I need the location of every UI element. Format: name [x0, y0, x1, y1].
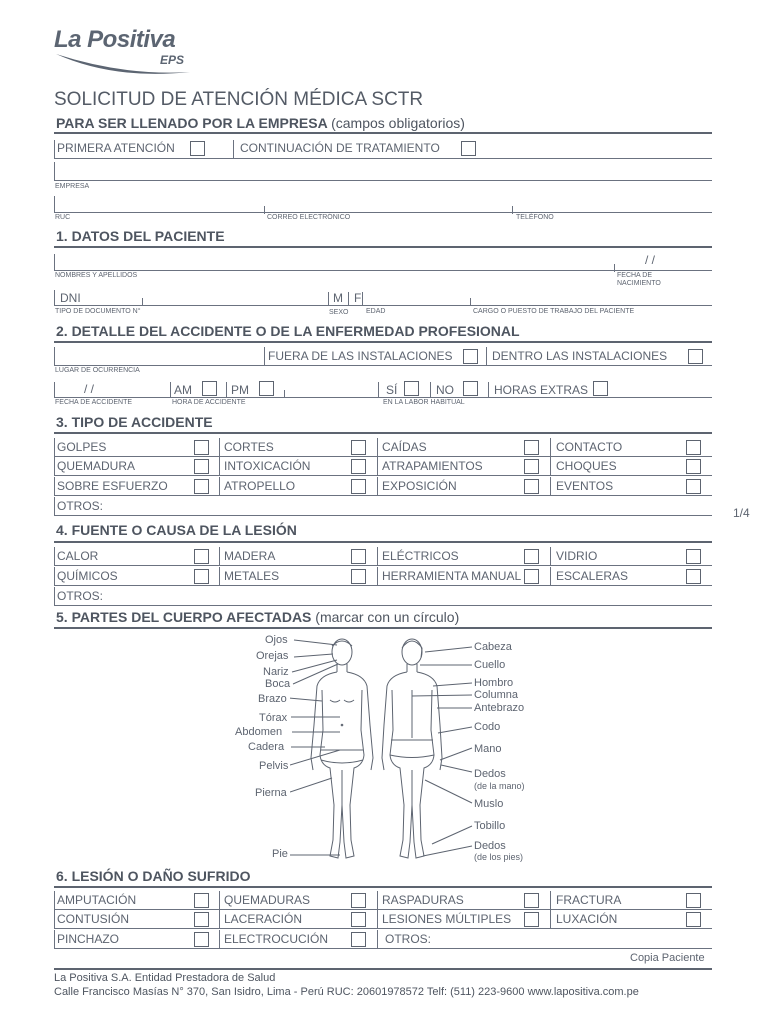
body-label-columna[interactable]: Columna	[474, 689, 519, 701]
option-exposicion: EXPOSICIÓN	[382, 479, 457, 493]
divider	[377, 547, 378, 565]
body-label-dedos-mano[interactable]: Dedos	[474, 768, 506, 780]
section-1-heading: 1. DATOS DEL PACIENTE	[56, 228, 225, 244]
sexo-m[interactable]: M	[333, 291, 343, 305]
option-herramienta-manual: HERRAMIENTA MANUAL	[382, 569, 522, 583]
vidrio-checkbox[interactable]	[686, 549, 701, 564]
option-sobre-esfuerzo: SOBRE ESFUERZO	[57, 479, 168, 493]
correo-label: CORREO ELECTRÓNICO	[267, 214, 351, 221]
laceracion-checkbox[interactable]	[351, 912, 366, 927]
section-3-heading: 3. TIPO DE ACCIDENTE	[56, 414, 213, 430]
field-line	[54, 456, 712, 457]
tipo-otros-field[interactable]	[100, 497, 712, 515]
lesion-otros-field[interactable]	[435, 930, 712, 948]
option-pinchazo: PINCHAZO	[57, 932, 120, 946]
sobre-esfuerzo-checkbox[interactable]	[194, 479, 209, 494]
body-label-hombro[interactable]: Hombro	[474, 677, 514, 689]
body-label-pie[interactable]: Pie	[272, 848, 288, 860]
divider	[430, 382, 431, 397]
option-metales: METALES	[224, 569, 280, 583]
metales-checkbox[interactable]	[351, 569, 366, 584]
option-vidrio: VIDRIO	[556, 549, 598, 563]
section-empresa-heading: PARA SER LLENADO POR LA EMPRESA (campos obligatorios)	[56, 115, 465, 131]
quemaduras-checkbox[interactable]	[351, 893, 366, 908]
body-label-boca[interactable]: Boca	[265, 678, 291, 690]
divider	[512, 206, 513, 214]
field-line	[54, 180, 712, 181]
option-caidas: CAÍDAS	[382, 440, 427, 454]
divider	[54, 162, 55, 180]
option-quimicos: QUÍMICOS	[57, 569, 118, 583]
section-rule	[54, 432, 712, 434]
continuacion-label: CONTINUACIÓN DE TRATAMIENTO	[240, 141, 440, 155]
divider	[54, 196, 55, 212]
pm-checkbox[interactable]	[259, 381, 274, 396]
divider	[219, 547, 220, 565]
continuacion-checkbox[interactable]	[461, 141, 476, 156]
body-label-antebrazo[interactable]: Antebrazo	[474, 702, 525, 714]
divider	[54, 290, 55, 305]
body-label-nariz[interactable]: Nariz	[263, 666, 289, 678]
divider	[362, 292, 363, 305]
divider	[550, 477, 551, 495]
body-label-tobillo[interactable]: Tobillo	[474, 820, 506, 832]
ruc-correo-telefono-field[interactable]	[54, 194, 712, 212]
divider	[54, 347, 55, 365]
copia-paciente-label: Copia Paciente	[630, 952, 705, 964]
option-atropello: ATROPELLO	[224, 479, 296, 493]
option-golpes: GOLPES	[57, 440, 107, 454]
divider	[550, 438, 551, 456]
footer-company: La Positiva S.A. Entidad Prestadora de Salud	[54, 972, 276, 984]
divider	[377, 910, 378, 928]
section-rule	[54, 886, 712, 888]
lugar-ocurrencia-label: LUGAR DE OCURRENCIA	[55, 367, 140, 374]
divider	[377, 477, 378, 495]
divider	[377, 457, 378, 475]
divider	[54, 567, 55, 585]
body-label-muslo[interactable]: Muslo	[474, 798, 504, 810]
divider	[264, 206, 265, 214]
divider	[284, 390, 285, 397]
fuera-instalaciones-label: FUERA DE LAS INSTALACIONES	[268, 349, 453, 363]
electrocucion-checkbox[interactable]	[351, 932, 366, 947]
divider	[550, 891, 551, 909]
body-label-brazo[interactable]: Brazo	[258, 693, 287, 705]
divider	[378, 382, 379, 397]
body-label-pierna[interactable]: Pierna	[255, 787, 287, 799]
divider	[614, 264, 615, 272]
divider	[54, 382, 55, 397]
option-quemadura: QUEMADURA	[57, 459, 136, 473]
dni-value[interactable]: DNI	[60, 291, 81, 305]
field-line	[54, 948, 712, 949]
option-lesiones-multiples: LESIONES MÚLTIPLES	[382, 912, 512, 926]
tipo-documento-label: TIPO DE DOCUMENTO N°	[55, 308, 141, 315]
section-rule	[54, 132, 712, 134]
madera-checkbox[interactable]	[351, 549, 366, 564]
dentro-instalaciones-label: DENTRO LAS INSTALACIONES	[492, 349, 668, 363]
labor-habitual-label: EN LA LABOR HABITUAL	[383, 399, 465, 406]
divider	[54, 457, 55, 475]
divider	[219, 567, 220, 585]
back-body-figure	[382, 639, 442, 858]
section-rule	[54, 541, 712, 543]
body-label-torax[interactable]: Tórax	[259, 712, 288, 724]
body-label-cuello[interactable]: Cuello	[474, 659, 506, 671]
option-cortes: CORTES	[224, 440, 274, 454]
sexo-label: SEXO	[329, 309, 349, 316]
option-raspaduras: RASPADURAS	[382, 893, 464, 907]
option-madera: MADERA	[224, 549, 276, 563]
option-escaleras: ESCALERAS	[556, 569, 629, 583]
body-label-codo[interactable]: Codo	[474, 721, 501, 733]
fuente-otros-label: OTROS:	[57, 589, 104, 603]
fecha-nacimiento-separators[interactable]: / /	[645, 253, 656, 267]
divider	[219, 438, 220, 456]
field-line	[54, 495, 712, 496]
no-checkbox[interactable]	[463, 381, 478, 396]
eventos-checkbox[interactable]	[686, 479, 701, 494]
am-label: AM	[174, 383, 192, 397]
contusion-checkbox[interactable]	[194, 912, 209, 927]
divider	[170, 382, 171, 397]
fractura-checkbox[interactable]	[686, 893, 701, 908]
divider	[219, 930, 220, 948]
divider	[54, 587, 55, 605]
no-label: NO	[436, 383, 454, 397]
divider	[486, 347, 487, 365]
divider	[348, 292, 349, 305]
fuera-instalaciones-checkbox[interactable]	[463, 349, 478, 364]
golpes-checkbox[interactable]	[194, 440, 209, 455]
divider	[54, 438, 55, 456]
calor-checkbox[interactable]	[194, 549, 209, 564]
primera-atencion-checkbox[interactable]	[190, 141, 205, 156]
section-6-heading: 6. LESIÓN O DAÑO SUFRIDO	[56, 868, 251, 884]
body-label-abdomen[interactable]: Abdomen	[235, 726, 283, 738]
option-eventos: EVENTOS	[556, 479, 614, 493]
cargo-label: CARGO O PUESTO DE TRABAJO DEL PACIENTE	[473, 308, 635, 315]
section-2-heading: 2. DETALLE DEL ACCIDENTE O DE LA ENFERMEDAD PROFESIONAL	[56, 323, 520, 339]
field-line	[54, 158, 712, 159]
empresa-field[interactable]	[54, 162, 712, 180]
nombres-label: NOMBRES Y APELLIDOS	[55, 272, 138, 279]
page-title: SOLICITUD DE ATENCIÓN MÉDICA SCTR	[54, 89, 424, 110]
fecha-nacimiento-label: FECHA DE NACIMIENTO	[617, 272, 661, 287]
footer-address: Calle Francisco Masías N° 370, San Isidro, Lima - Perú RUC: 20601978572 Telf: (511) 223-9600 www.lapositiva.com.pe	[54, 986, 639, 998]
option-calor: CALOR	[57, 549, 99, 563]
divider	[219, 891, 220, 909]
edad-label: EDAD	[366, 308, 386, 315]
section-rule	[54, 627, 712, 629]
divider	[54, 497, 55, 515]
fecha-accidente-separators[interactable]: / /	[84, 382, 95, 396]
field-line	[54, 475, 712, 476]
divider	[377, 438, 378, 456]
divider	[219, 477, 220, 495]
body-label-orejas[interactable]: Orejas	[256, 650, 289, 662]
horas-extras-label: HORAS EXTRAS	[494, 383, 589, 397]
option-intoxicacion: INTOXICACIÓN	[224, 459, 311, 473]
si-label: SÍ	[386, 383, 398, 397]
horas-extras-checkbox[interactable]	[593, 381, 608, 396]
tipo-otros-label: OTROS:	[57, 499, 104, 513]
dentro-instalaciones-checkbox[interactable]	[688, 349, 703, 364]
logo-subtext: EPS	[160, 53, 185, 67]
electricos-checkbox[interactable]	[524, 549, 539, 564]
lesion-otros-label: OTROS:	[385, 932, 432, 946]
option-amputacion: AMPUTACIÓN	[57, 893, 137, 907]
sexo-f[interactable]: F	[354, 291, 362, 305]
option-laceracion: LACERACIÓN	[224, 912, 303, 926]
body-label-dedos-mano-sub: (de la mano)	[474, 781, 525, 791]
divider	[219, 457, 220, 475]
nombres-field[interactable]	[54, 252, 614, 270]
divider	[226, 382, 227, 397]
contacto-checkbox[interactable]	[686, 440, 701, 455]
si-checkbox[interactable]	[404, 381, 419, 396]
option-choques: CHOQUES	[556, 459, 617, 473]
divider	[377, 891, 378, 909]
divider	[54, 930, 55, 948]
divider	[219, 910, 220, 928]
divider	[550, 567, 551, 585]
body-label-ojos[interactable]: Ojos	[265, 634, 288, 646]
raspaduras-checkbox[interactable]	[524, 893, 539, 908]
quimicos-checkbox[interactable]	[194, 569, 209, 584]
atropello-checkbox[interactable]	[351, 479, 366, 494]
intoxicacion-checkbox[interactable]	[351, 459, 366, 474]
body-label-dedos-pies-sub: (de los pies)	[474, 852, 524, 862]
divider	[550, 457, 551, 475]
option-quemaduras: QUEMADURAS	[224, 893, 311, 907]
atrapamientos-checkbox[interactable]	[524, 459, 539, 474]
field-line	[54, 909, 712, 910]
divider	[377, 930, 378, 948]
quemadura-checkbox[interactable]	[194, 459, 209, 474]
section-rule	[54, 341, 712, 343]
divider	[54, 477, 55, 495]
amputacion-checkbox[interactable]	[194, 893, 209, 908]
lesiones-multiples-checkbox[interactable]	[524, 912, 539, 927]
option-contusion: CONTUSIÓN	[57, 912, 129, 926]
divider	[54, 910, 55, 928]
option-luxacion: LUXACIÓN	[556, 912, 618, 926]
field-line	[54, 928, 712, 929]
divider	[328, 292, 329, 305]
section-4-heading: 4. FUENTE O CAUSA DE LA LESIÓN	[56, 522, 297, 538]
choques-checkbox[interactable]	[686, 459, 701, 474]
section-rule	[54, 246, 712, 248]
fuente-otros-field[interactable]	[100, 587, 712, 605]
divider	[377, 567, 378, 585]
divider	[550, 910, 551, 928]
divider	[264, 347, 265, 365]
body-label-cabeza[interactable]: Cabeza	[474, 641, 512, 653]
footer-rule	[54, 968, 712, 970]
divider	[488, 382, 489, 397]
divider	[54, 254, 55, 270]
body-label-mano[interactable]: Mano	[474, 743, 502, 755]
body-diagram[interactable]	[290, 630, 480, 865]
leader-lines-left	[290, 640, 340, 855]
primera-atencion-label: PRIMERA ATENCIÓN	[57, 141, 175, 155]
exposicion-checkbox[interactable]	[524, 479, 539, 494]
field-line	[54, 397, 712, 398]
field-line	[54, 305, 712, 306]
logo-text: La Positiva	[54, 26, 176, 53]
am-checkbox[interactable]	[202, 381, 217, 396]
divider	[54, 140, 55, 158]
option-electricos: ELÉCTRICOS	[382, 549, 459, 563]
escaleras-checkbox[interactable]	[686, 569, 701, 584]
body-label-pelvis[interactable]: Pelvis	[259, 760, 289, 772]
fecha-accidente-label: FECHA DE ACCIDENTE	[55, 399, 133, 406]
body-label-dedos-pies[interactable]: Dedos	[474, 840, 506, 852]
field-line	[54, 212, 712, 213]
luxacion-checkbox[interactable]	[686, 912, 701, 927]
page-number: 1/4	[733, 506, 750, 520]
herramienta-manual-checkbox[interactable]	[524, 569, 539, 584]
option-electrocucion: ELECTROCUCIÓN	[224, 932, 329, 946]
field-line	[54, 365, 712, 366]
divider	[54, 891, 55, 909]
ruc-label: RUC	[55, 214, 71, 221]
pm-label: PM	[231, 383, 249, 397]
divider	[233, 140, 234, 158]
body-label-cadera[interactable]: Cadera	[248, 741, 285, 753]
caidas-checkbox[interactable]	[524, 440, 539, 455]
option-contacto: CONTACTO	[556, 440, 623, 454]
divider	[54, 547, 55, 565]
field-line	[54, 515, 712, 516]
empresa-label: EMPRESA	[55, 183, 90, 190]
field-line	[54, 605, 712, 606]
option-fractura: FRACTURA	[556, 893, 622, 907]
logo-swoosh	[54, 50, 194, 82]
divider	[550, 547, 551, 565]
option-atrapamientos: ATRAPAMIENTOS	[382, 459, 483, 473]
field-line	[54, 585, 712, 586]
telefono-label: TELÉFONO	[516, 214, 554, 221]
cortes-checkbox[interactable]	[351, 440, 366, 455]
hora-accidente-label: HORA DE ACCIDENTE	[172, 399, 246, 406]
pinchazo-checkbox[interactable]	[194, 932, 209, 947]
section-5-heading: 5. PARTES DEL CUERPO AFECTADAS (marcar con un círculo)	[56, 609, 460, 625]
field-line	[54, 565, 712, 566]
